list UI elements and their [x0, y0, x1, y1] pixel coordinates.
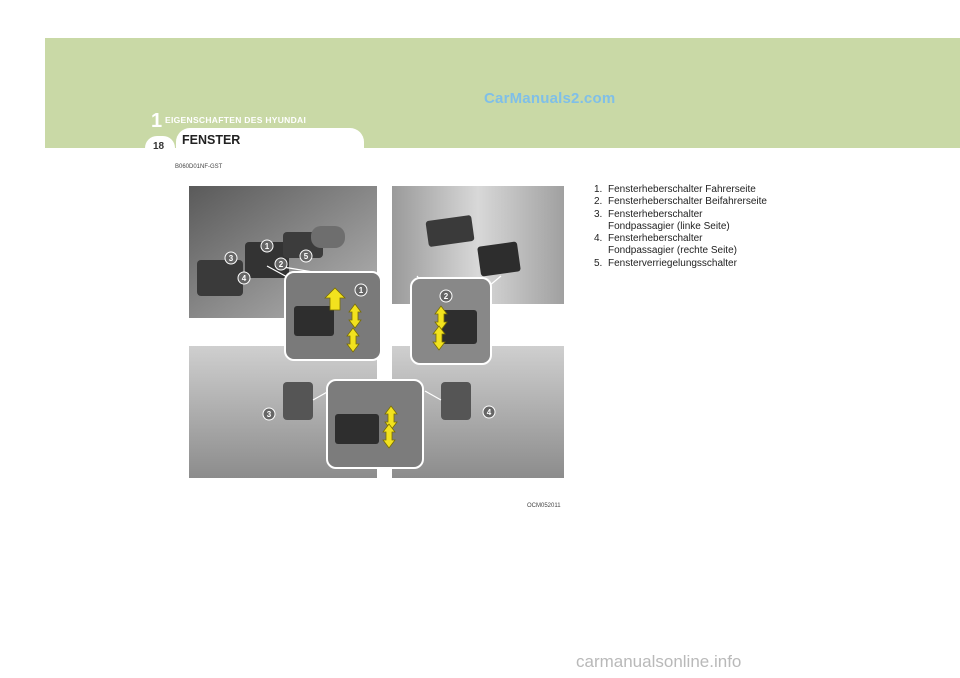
chapter-number: 1	[151, 110, 163, 132]
legend-item: 2. Fensterheberschalter Beifahrerseite	[594, 196, 767, 208]
page-number: 18	[153, 141, 165, 152]
callout-5	[300, 250, 312, 262]
mirror-knob	[311, 226, 345, 248]
section-title: FENSTER	[182, 133, 241, 147]
reference-code: B060D01NF-GST	[175, 164, 223, 170]
watermark-top: CarManuals2.com	[484, 90, 616, 107]
svg-text:3: 3	[228, 254, 234, 263]
callout-4	[483, 406, 495, 418]
callout-3	[263, 408, 275, 420]
chapter-title: EIGENSCHAFTEN DES HYUNDAI	[165, 115, 307, 125]
svg-text:4: 4	[241, 274, 247, 283]
rear-left-switch	[283, 382, 313, 420]
inset-switch	[294, 306, 334, 336]
callout-3	[225, 252, 237, 264]
callout-1	[261, 240, 273, 252]
callout-2	[440, 290, 452, 302]
svg-text:1: 1	[358, 286, 364, 295]
legend-item: 3. Fensterheberschalter Fondpassagier (linke Seite)	[594, 208, 730, 232]
passenger-window-switch	[477, 241, 521, 276]
svg-text:5: 5	[303, 252, 309, 261]
callout-1	[355, 284, 367, 296]
svg-text:2: 2	[278, 260, 284, 269]
rear-right-switch	[441, 382, 471, 420]
driver-left-switches	[197, 260, 243, 296]
callout-2	[275, 258, 287, 270]
legend-item: 1. Fensterheberschalter Fahrerseite	[594, 184, 756, 195]
inset-switch	[335, 414, 379, 444]
svg-text:1: 1	[264, 242, 270, 251]
svg-text:4: 4	[486, 408, 492, 417]
inset-switch	[441, 310, 477, 344]
watermark-bottom: carmanualsonline.info	[576, 652, 742, 671]
svg-text:2: 2	[443, 292, 449, 301]
figure-code: OCM052011	[527, 503, 561, 509]
legend-item: 5. Fensterverriegelungsschalter	[594, 257, 737, 269]
svg-text:3: 3	[266, 410, 272, 419]
callout-4	[238, 272, 250, 284]
legend-list	[594, 184, 804, 270]
window-switch-figure	[189, 186, 564, 478]
legend-item: 4. Fensterheberschalter Fondpassagier (rechte Seite)	[594, 233, 737, 257]
